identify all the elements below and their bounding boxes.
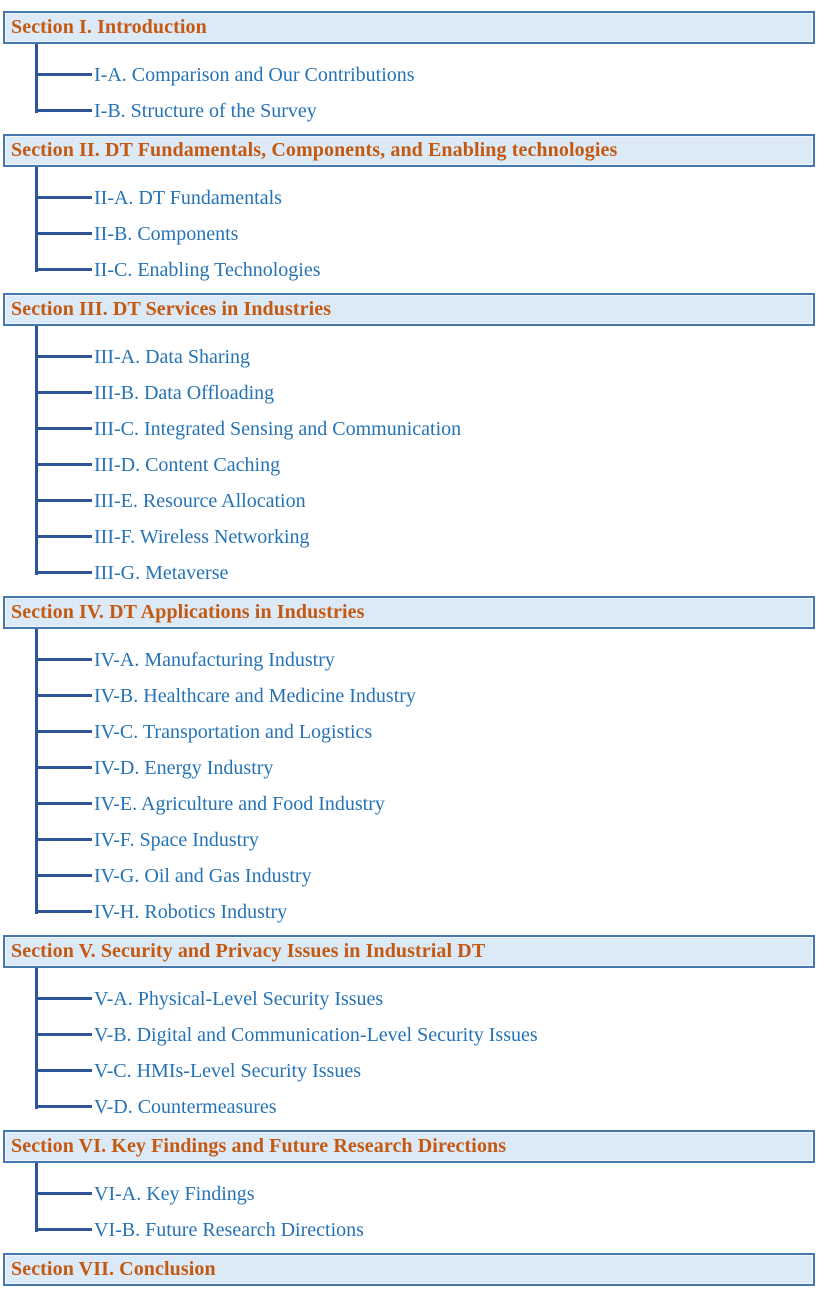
section-header-5 <box>3 935 815 968</box>
subsection-label: IV-E. Agriculture and Food Industry <box>94 792 385 815</box>
subsection-item <box>3 786 815 822</box>
subsection-item <box>3 339 815 375</box>
section-block-5 <box>3 935 815 1125</box>
subsection-item <box>3 822 815 858</box>
subsection-label: I-B. Structure of the Survey <box>94 99 317 122</box>
section-block-3 <box>3 293 815 591</box>
subsection-item <box>3 93 815 129</box>
section-title-5: Section V. Security and Privacy Issues in Industrial DT <box>11 939 486 962</box>
section-block-2 <box>3 134 815 288</box>
subsection-item <box>3 1017 815 1053</box>
section-header-4 <box>3 596 815 629</box>
subsection-item <box>3 483 815 519</box>
subsection-item <box>3 519 815 555</box>
subsection-item <box>3 858 815 894</box>
section-title-4: Section IV. DT Applications in Industries <box>11 600 365 623</box>
subsection-item <box>3 642 815 678</box>
section-header-6 <box>3 1130 815 1163</box>
subsection-item <box>3 57 815 93</box>
subsection-label: III-F. Wireless Networking <box>94 525 310 548</box>
subsection-item <box>3 375 815 411</box>
subsection-label: III-C. Integrated Sensing and Communication <box>94 417 462 440</box>
subsection-label: IV-H. Robotics Industry <box>94 900 288 923</box>
subsection-item <box>3 1053 815 1089</box>
section-block-1 <box>3 11 815 129</box>
subsection-label: VI-B. Future Research Directions <box>94 1218 364 1241</box>
subsection-label: IV-D. Energy Industry <box>94 756 274 779</box>
section-title-1: Section I. Introduction <box>11 15 207 38</box>
subsection-label: IV-A. Manufacturing Industry <box>94 648 335 671</box>
subsection-item <box>3 894 815 930</box>
section-header-3 <box>3 293 815 326</box>
subsection-item <box>3 981 815 1017</box>
section-header-2 <box>3 134 815 167</box>
subsection-tree-4 <box>3 629 815 930</box>
section-header-1 <box>3 11 815 44</box>
subsection-label: IV-F. Space Industry <box>94 828 259 851</box>
section-title-2: Section II. DT Fundamentals, Components, and Enabling technologies <box>11 138 618 161</box>
subsection-label: V-A. Physical-Level Security Issues <box>94 987 384 1010</box>
subsection-item <box>3 252 815 288</box>
subsection-tree-5 <box>3 968 815 1125</box>
subsection-item <box>3 1212 815 1248</box>
section-title-3: Section III. DT Services in Industries <box>11 297 332 320</box>
subsection-label: III-E. Resource Allocation <box>94 489 306 512</box>
subsection-item <box>3 180 815 216</box>
subsection-label: I-A. Comparison and Our Contributions <box>94 63 415 86</box>
subsection-label: V-C. HMIs-Level Security Issues <box>94 1059 362 1082</box>
subsection-label: II-C. Enabling Technologies <box>94 258 321 281</box>
section-block-6 <box>3 1130 815 1248</box>
subsection-label: V-D. Countermeasures <box>94 1095 277 1118</box>
section-title-6: Section VI. Key Findings and Future Research Directions <box>11 1134 507 1157</box>
subsection-item <box>3 678 815 714</box>
subsection-tree-1 <box>3 44 815 129</box>
subsection-item <box>3 447 815 483</box>
subsection-label: III-G. Metaverse <box>94 561 229 584</box>
subsection-item <box>3 411 815 447</box>
subsection-label: IV-B. Healthcare and Medicine Industry <box>94 684 416 707</box>
subsection-label: VI-A. Key Findings <box>94 1182 255 1205</box>
subsection-item <box>3 555 815 591</box>
section-block-4 <box>3 596 815 930</box>
subsection-label: IV-C. Transportation and Logistics <box>94 720 373 743</box>
subsection-item <box>3 1176 815 1212</box>
subsection-tree-3 <box>3 326 815 591</box>
subsection-item <box>3 216 815 252</box>
subsection-tree-2 <box>3 167 815 288</box>
subsection-label: II-A. DT Fundamentals <box>94 186 282 209</box>
subsection-label: III-A. Data Sharing <box>94 345 251 368</box>
section-title-7: Section VII. Conclusion <box>11 1257 216 1280</box>
subsection-label: V-B. Digital and Communication-Level Security Issues <box>94 1023 538 1046</box>
subsection-label: IV-G. Oil and Gas Industry <box>94 864 312 887</box>
subsection-label: II-B. Components <box>94 222 239 245</box>
section-block-7 <box>3 1253 815 1286</box>
section-header-7 <box>3 1253 815 1286</box>
subsection-tree-6 <box>3 1163 815 1248</box>
subsection-label: III-B. Data Offloading <box>94 381 275 404</box>
subsection-item <box>3 750 815 786</box>
subsection-item <box>3 1089 815 1125</box>
subsection-item <box>3 714 815 750</box>
subsection-label: III-D. Content Caching <box>94 453 281 476</box>
